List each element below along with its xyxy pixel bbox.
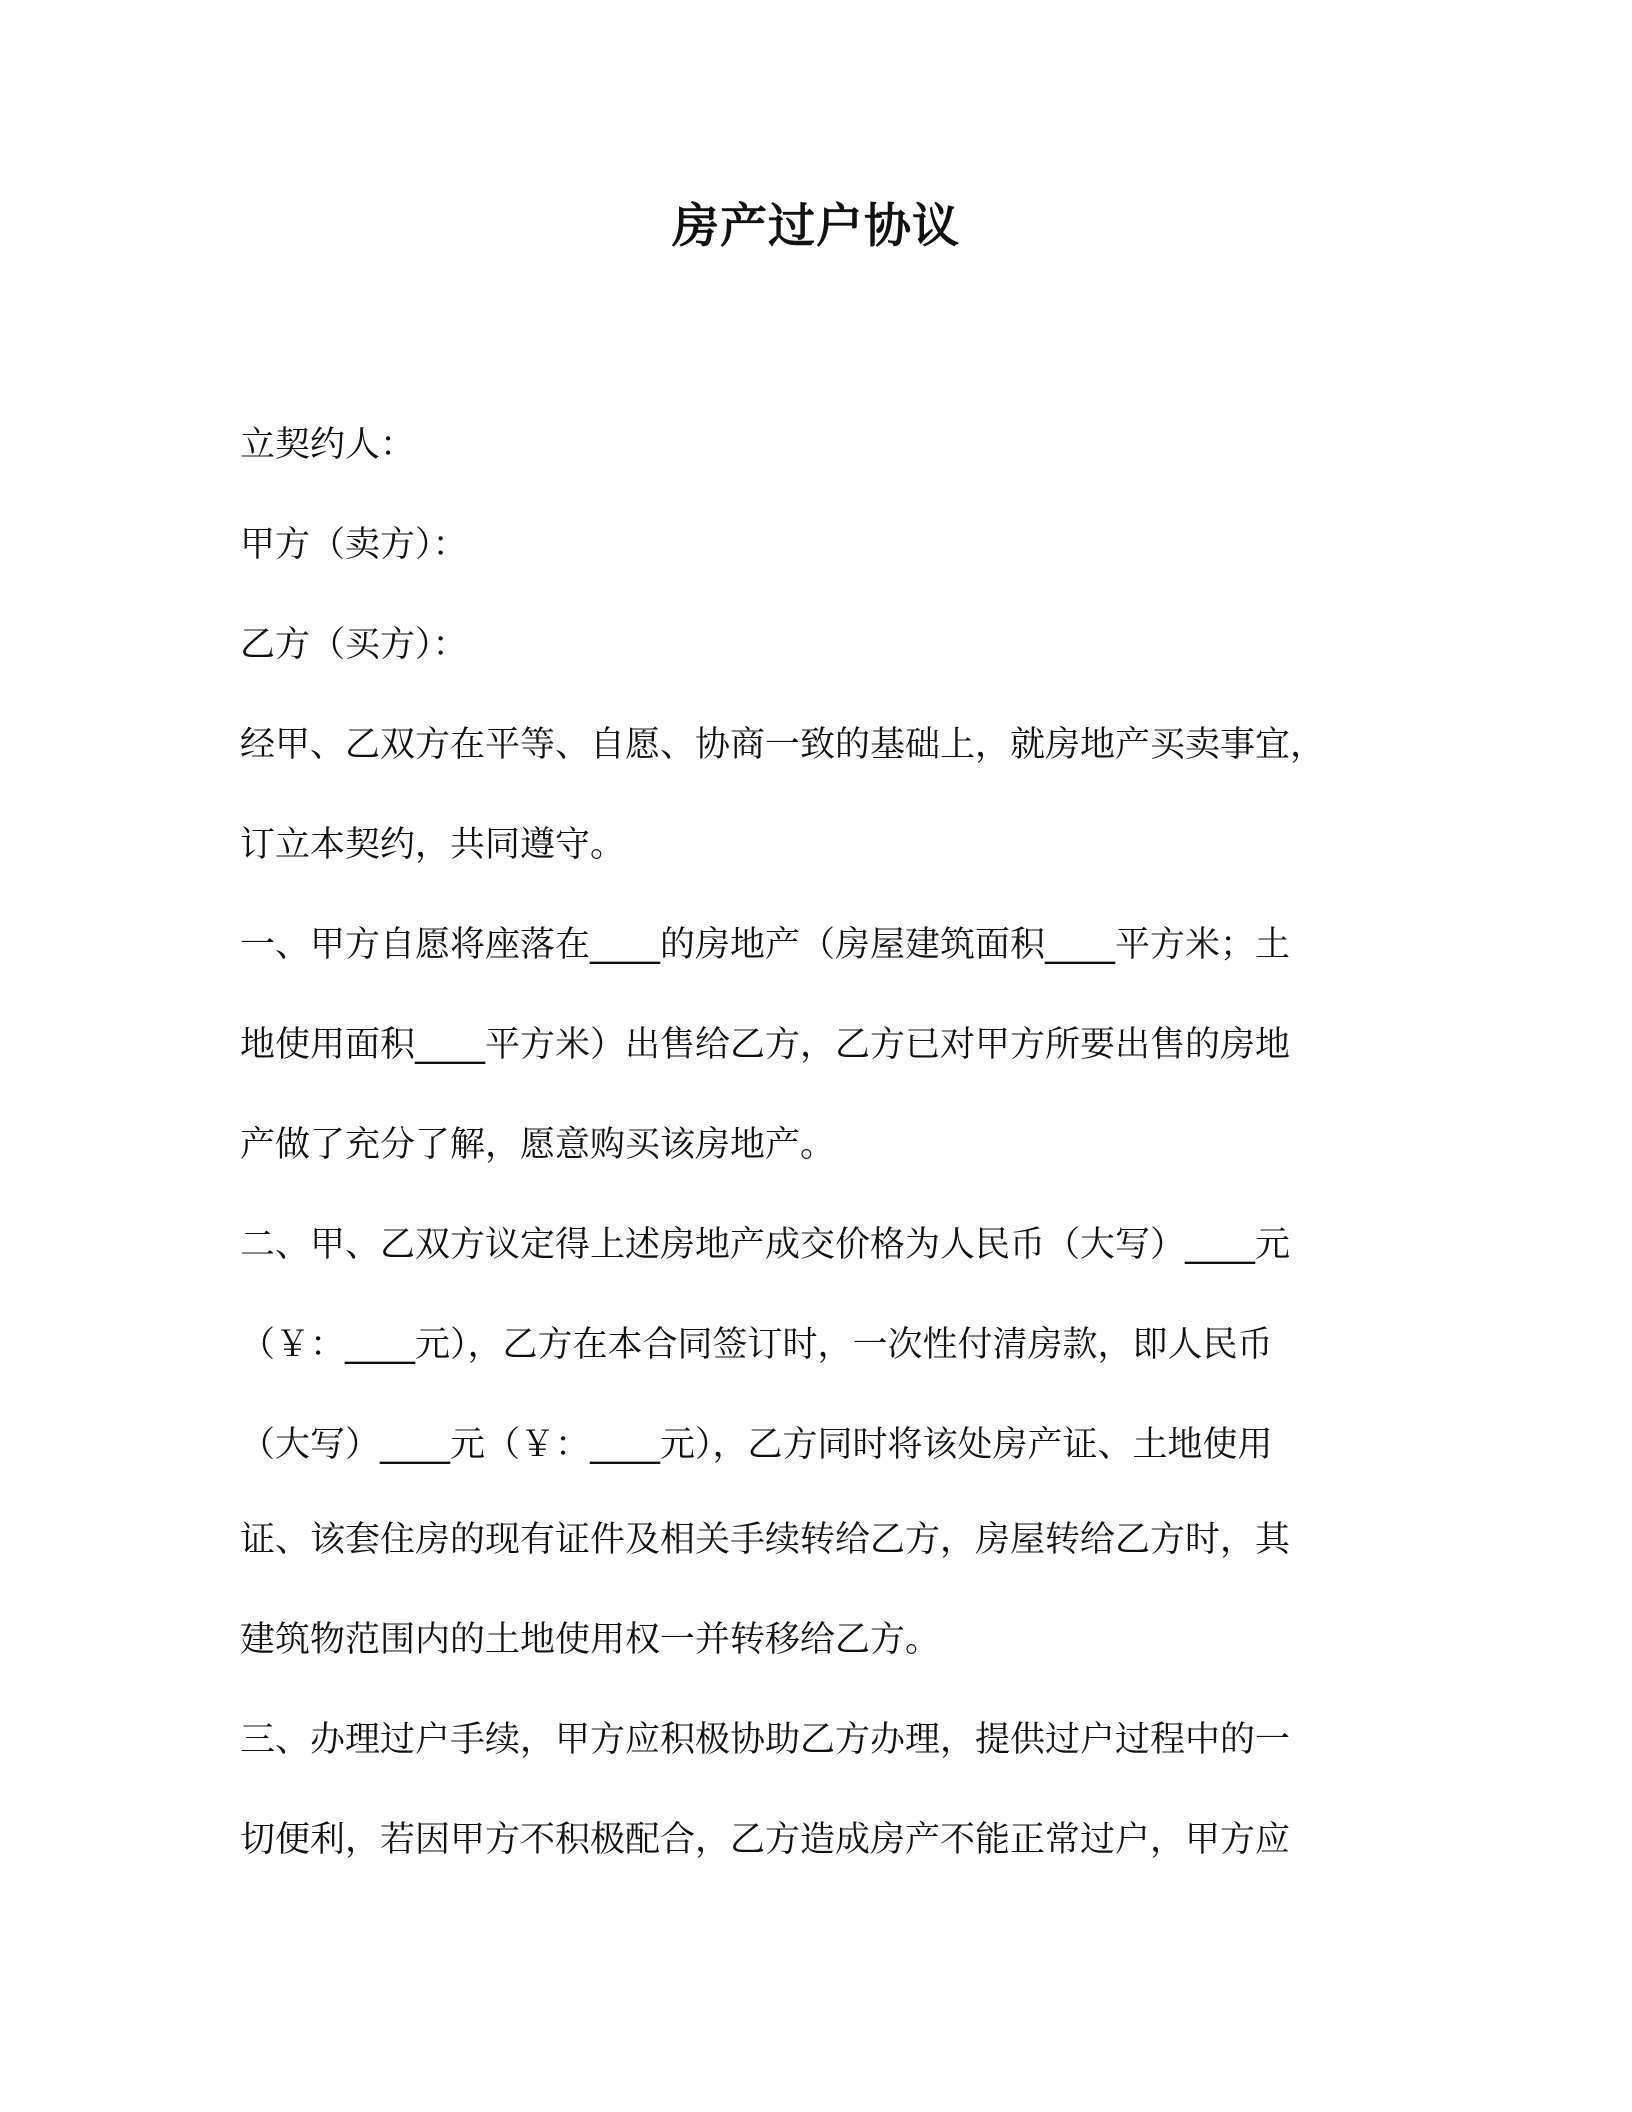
clause-2-line-4: 证、该套住房的现有证件及相关手续转给乙方，房屋转给乙方时，其 xyxy=(240,1520,1291,1560)
parties-header: 立契约人： xyxy=(240,425,416,465)
clause-3-line-2: 切便利，若因甲方不积极配合，乙方造成房产不能正常过户，甲方应 xyxy=(240,1820,1291,1860)
clause-3-line-1: 三、办理过户手续，甲方应积极协助乙方办理，提供过户过程中的一 xyxy=(240,1720,1291,1760)
clause-2-line-2: （￥：____元），乙方在本合同签订时，一次性付清房款，即人民币 xyxy=(240,1325,1273,1365)
clause-2-line-1: 二、甲、乙双方议定得上述房地产成交价格为人民币（大写）____元 xyxy=(240,1225,1291,1265)
clause-2-line-3: （大写）____元（￥：____元），乙方同时将该处房产证、土地使用 xyxy=(240,1425,1273,1465)
clause-1-line-1: 一、甲方自愿将座落在____的房地产（房屋建筑面积____平方米；土 xyxy=(240,925,1291,965)
clause-1-line-3: 产做了充分了解，愿意购买该房地产。 xyxy=(240,1125,836,1165)
document-title: 房产过户协议 xyxy=(672,199,960,254)
clause-1-line-2: 地使用面积____平方米）出售给乙方，乙方已对甲方所要出售的房地 xyxy=(240,1025,1291,1065)
party-b-line: 乙方（买方）： xyxy=(240,625,468,665)
clause-2-line-5: 建筑物范围内的土地使用权一并转移给乙方。 xyxy=(240,1620,941,1660)
intro-line-1: 经甲、乙双方在平等、自愿、协商一致的基础上，就房地产买卖事宜， xyxy=(240,725,1326,765)
intro-line-2: 订立本契约，共同遵守。 xyxy=(240,825,626,865)
party-a-line: 甲方（卖方）： xyxy=(240,525,468,565)
